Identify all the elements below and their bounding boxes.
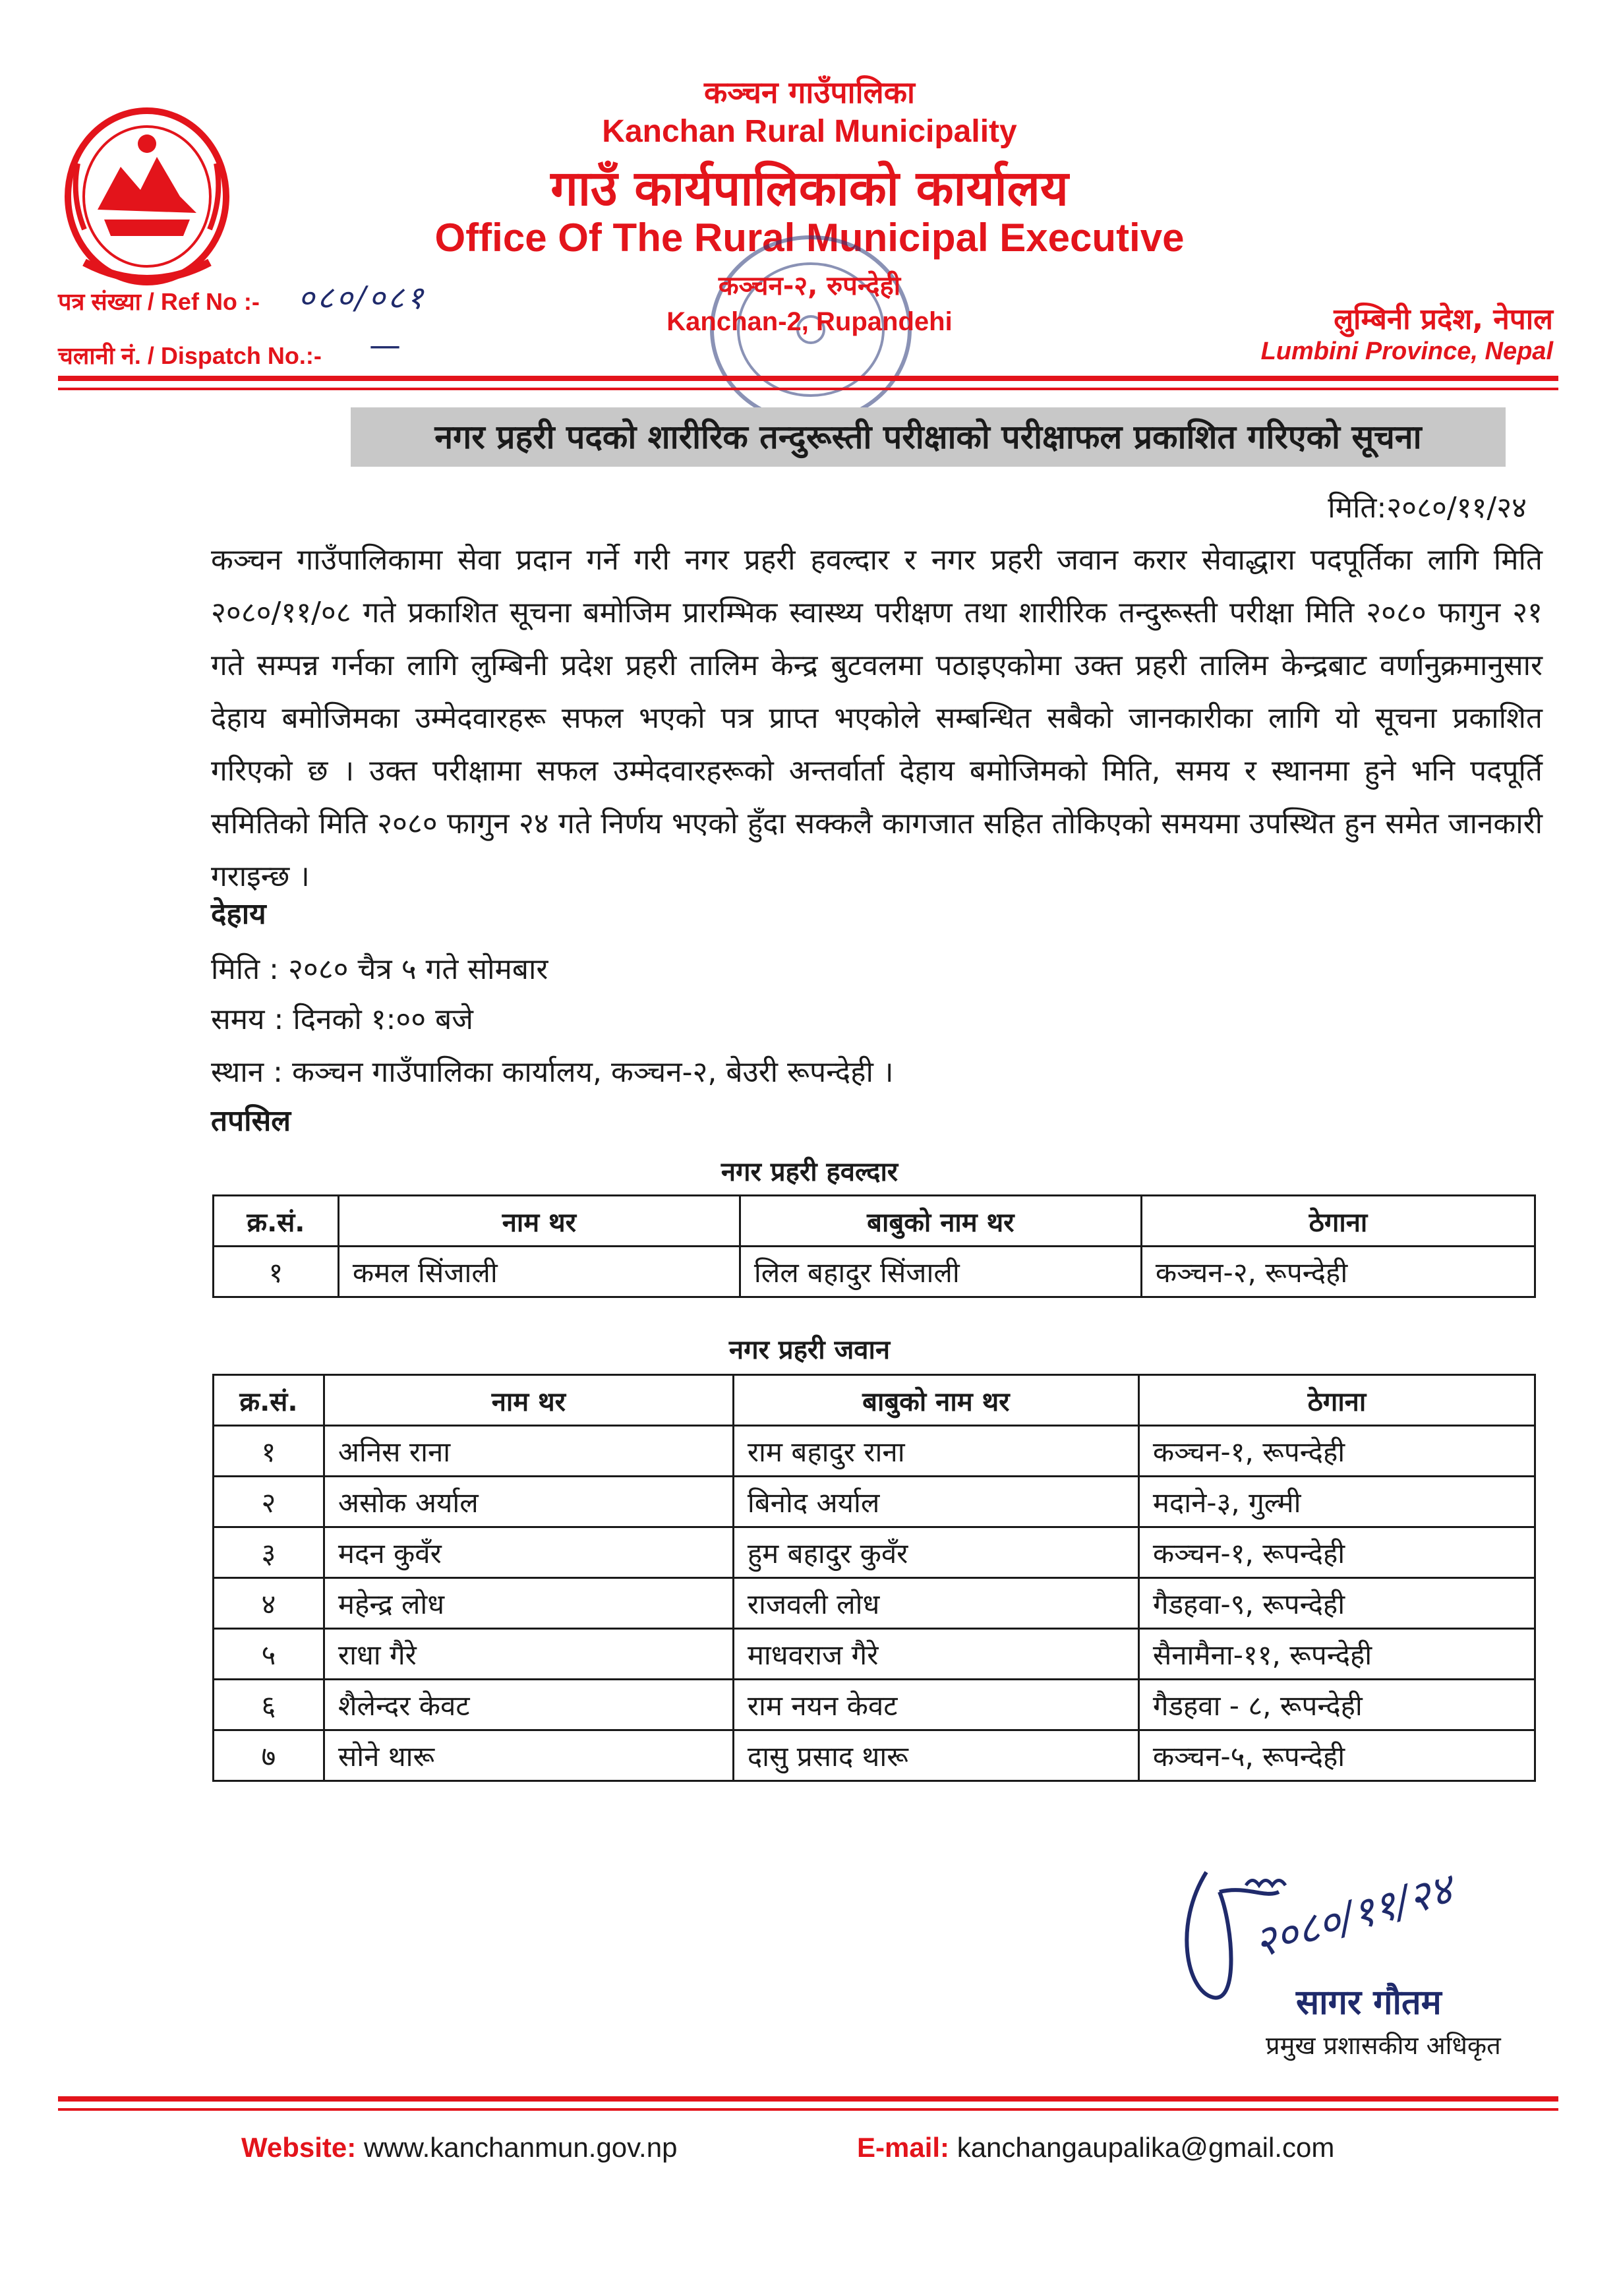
cell-name: अनिस राना: [324, 1426, 733, 1477]
cell-name: महेन्द्र लोध: [324, 1578, 733, 1629]
table1-title: नगर प्रहरी हवल्दार: [721, 1157, 898, 1187]
cell-address: मदाने-३, गुल्मी: [1138, 1477, 1535, 1527]
municipality-name-np: कञ्चन गाउँपालिका: [704, 74, 915, 110]
cell-name: असोक अर्याल: [324, 1477, 733, 1527]
svg-text:२०८०/११/२४: २०८०/११/२४: [1249, 1864, 1458, 1968]
interview-date: मिति : २०८० चैत्र ५ गते सोमबार: [211, 953, 548, 986]
table-row: [214, 1426, 1535, 1477]
cell-address: सैनामैना-११, रूपन्देही: [1138, 1629, 1535, 1680]
municipality-name-en: Kanchan Rural Municipality: [602, 114, 1017, 149]
header-divider-thin: [58, 388, 1558, 390]
cell-sn: ७: [214, 1730, 324, 1781]
col-address: ठेगाना: [1141, 1196, 1535, 1247]
header-divider-thick: [58, 376, 1558, 381]
cell-name: कमल सिंजाली: [338, 1247, 740, 1297]
cell-sn: ४: [214, 1578, 324, 1629]
cell-father: राम बहादुर राना: [733, 1426, 1138, 1477]
cell-name: राधा गैरे: [324, 1629, 733, 1680]
notice-date: मिति:२०८०/११/२४: [1328, 491, 1527, 525]
cell-sn: ५: [214, 1629, 324, 1680]
cell-father: माधवराज गैरे: [733, 1629, 1138, 1680]
interview-time: समय : दिनको १:०० बजे: [211, 1003, 473, 1036]
cell-sn: ३: [214, 1527, 324, 1578]
table-row: [214, 1247, 1535, 1297]
table-havaldar: [212, 1194, 1536, 1298]
interview-place: स्थान : कञ्चन गाउँपालिका कार्यालय, कञ्चन-२, बेउरी रूपन्देही ।: [211, 1055, 894, 1089]
address-np: कञ्चन-२, रुपन्देही: [718, 271, 901, 301]
cell-name: शैलेन्दर केवट: [324, 1680, 733, 1730]
dispatch-no-label: चलानी नं. / Dispatch No.:-: [58, 342, 322, 369]
col-sn: क्र.सं.: [214, 1196, 339, 1247]
footer-website: [241, 2132, 677, 2164]
website-link[interactable]: www.kanchanmun.gov.np: [363, 2132, 678, 2163]
cell-name: सोने थारू: [324, 1730, 733, 1781]
table-row: [214, 1680, 1535, 1730]
province-en: Lumbini Province, Nepal: [1260, 338, 1553, 365]
cell-father: बिनोद अर्याल: [733, 1477, 1138, 1527]
table-row: [214, 1629, 1535, 1680]
table-row: [214, 1730, 1535, 1781]
website-label: Website:: [241, 2132, 357, 2163]
col-name: नाम थर: [338, 1196, 740, 1247]
footer-divider-thick: [58, 2096, 1558, 2102]
cell-sn: ६: [214, 1680, 324, 1730]
cell-sn: १: [214, 1426, 324, 1477]
email-link[interactable]: kanchangaupalika@gmail.com: [957, 2132, 1335, 2163]
email-label: E-mail:: [857, 2132, 950, 2163]
table2-title: नगर प्रहरी जवान: [728, 1335, 891, 1365]
signatory-name: सागर गौतम: [1296, 1983, 1442, 2022]
cell-father: दासु प्रसाद थारू: [733, 1730, 1138, 1781]
office-name-en: Office Of The Rural Municipal Executive: [434, 216, 1185, 260]
cell-address: कञ्चन-१, रूपन्देही: [1138, 1527, 1535, 1578]
cell-father: हुम बहादुर कुवँर: [733, 1527, 1138, 1578]
signatory-title: प्रमुख प्रशासकीय अधिकृत: [1266, 2031, 1501, 2060]
cell-address: कञ्चन-५, रूपन्देही: [1138, 1730, 1535, 1781]
dispatch-no-value: —: [369, 327, 401, 364]
cell-father: राजवली लोध: [733, 1578, 1138, 1629]
table-row: [214, 1527, 1535, 1578]
col-sn: क्र.सं.: [214, 1375, 324, 1426]
table-header-row: [214, 1196, 1535, 1247]
table-jawan: [212, 1374, 1536, 1782]
col-address: ठेगाना: [1138, 1375, 1535, 1426]
address-en: Kanchan-2, Rupandehi: [666, 307, 953, 336]
cell-name: मदन कुवँर: [324, 1527, 733, 1578]
cell-address: कञ्चन-१, रूपन्देही: [1138, 1426, 1535, 1477]
dehay-heading: देहाय: [211, 897, 266, 931]
notice-body: कञ्चन गाउँपालिकामा सेवा प्रदान गर्ने गरी नगर प्रहरी हवल्दार र नगर प्रहरी जवान करार सेवाद्धारा पदपूर्तिका लागि मिति २०८०/११/०८ गते प्रकाशित सूचना बमोजिम प्रारम्भिक स्वास्थ्य परीक्षण तथा शारीरिक तन्दुरूस्ती परीक्षा मिति २०८० फागुन २१ गते सम्पन्न गर्नका लागि लुम्बिनी प्रदेश प्रहरी तालिम केन्द्र बुटवलमा पठाइएकोमा उक्त प्रहरी तालिम केन्द्रबाट वर्णानुक्रमानुसार देहाय बमोजिमका उम्मेदवारहरू सफल भएको पत्र प्राप्त भएकोले सम्बन्धित सबैको जानकारीका लागि यो सूचना प्रकाशित गरिएको छ । उक्त परीक्षामा सफल उम्मेदवारहरूको अन्तर्वार्ता देहाय बमोजिमको मिति, समय र स्थानमा हुने भनि पदपूर्ति समितिको मिति २०८० फागुन २४ गते निर्णय भएको हुँदा सक्कलै कागजात सहित तोकिएको समयमा उपस्थित हुन समेत जानकारी गराइन्छ ।: [211, 543, 1543, 893]
ref-no-label: पत्र संख्या / Ref No :-: [58, 288, 260, 315]
table-row: [214, 1477, 1535, 1527]
cell-sn: १: [214, 1247, 339, 1297]
footer-divider-thin: [58, 2108, 1558, 2111]
office-name-np: गाउँ कार्यपालिकाको कार्यालय: [550, 160, 1069, 217]
notice-subject: नगर प्रहरी पदको शारीरिक तन्दुरूस्ती परीक्षाको परीक्षाफल प्रकाशित गरिएको सूचना: [351, 407, 1506, 467]
col-father: बाबुको नाम थर: [733, 1375, 1138, 1426]
province-np: लुम्बिनी प्रदेश, नेपाल: [1334, 303, 1553, 336]
table-header-row: [214, 1375, 1535, 1426]
cell-sn: २: [214, 1477, 324, 1527]
tapasil-heading: तपसिल: [211, 1104, 291, 1138]
cell-address: कञ्चन-२, रूपन्देही: [1141, 1247, 1535, 1297]
cell-address: गैडहवा-९, रूपन्देही: [1138, 1578, 1535, 1629]
col-name: नाम थर: [324, 1375, 733, 1426]
col-father: बाबुको नाम थर: [740, 1196, 1141, 1247]
cell-address: गैडहवा - ८, रूपन्देही: [1138, 1680, 1535, 1730]
ref-no-value: ०८०/०८१: [298, 280, 426, 316]
cell-father: राम नयन केवट: [733, 1680, 1138, 1730]
table-row: [214, 1578, 1535, 1629]
footer-email: [857, 2132, 1334, 2164]
cell-father: लिल बहादुर सिंजाली: [740, 1247, 1141, 1297]
